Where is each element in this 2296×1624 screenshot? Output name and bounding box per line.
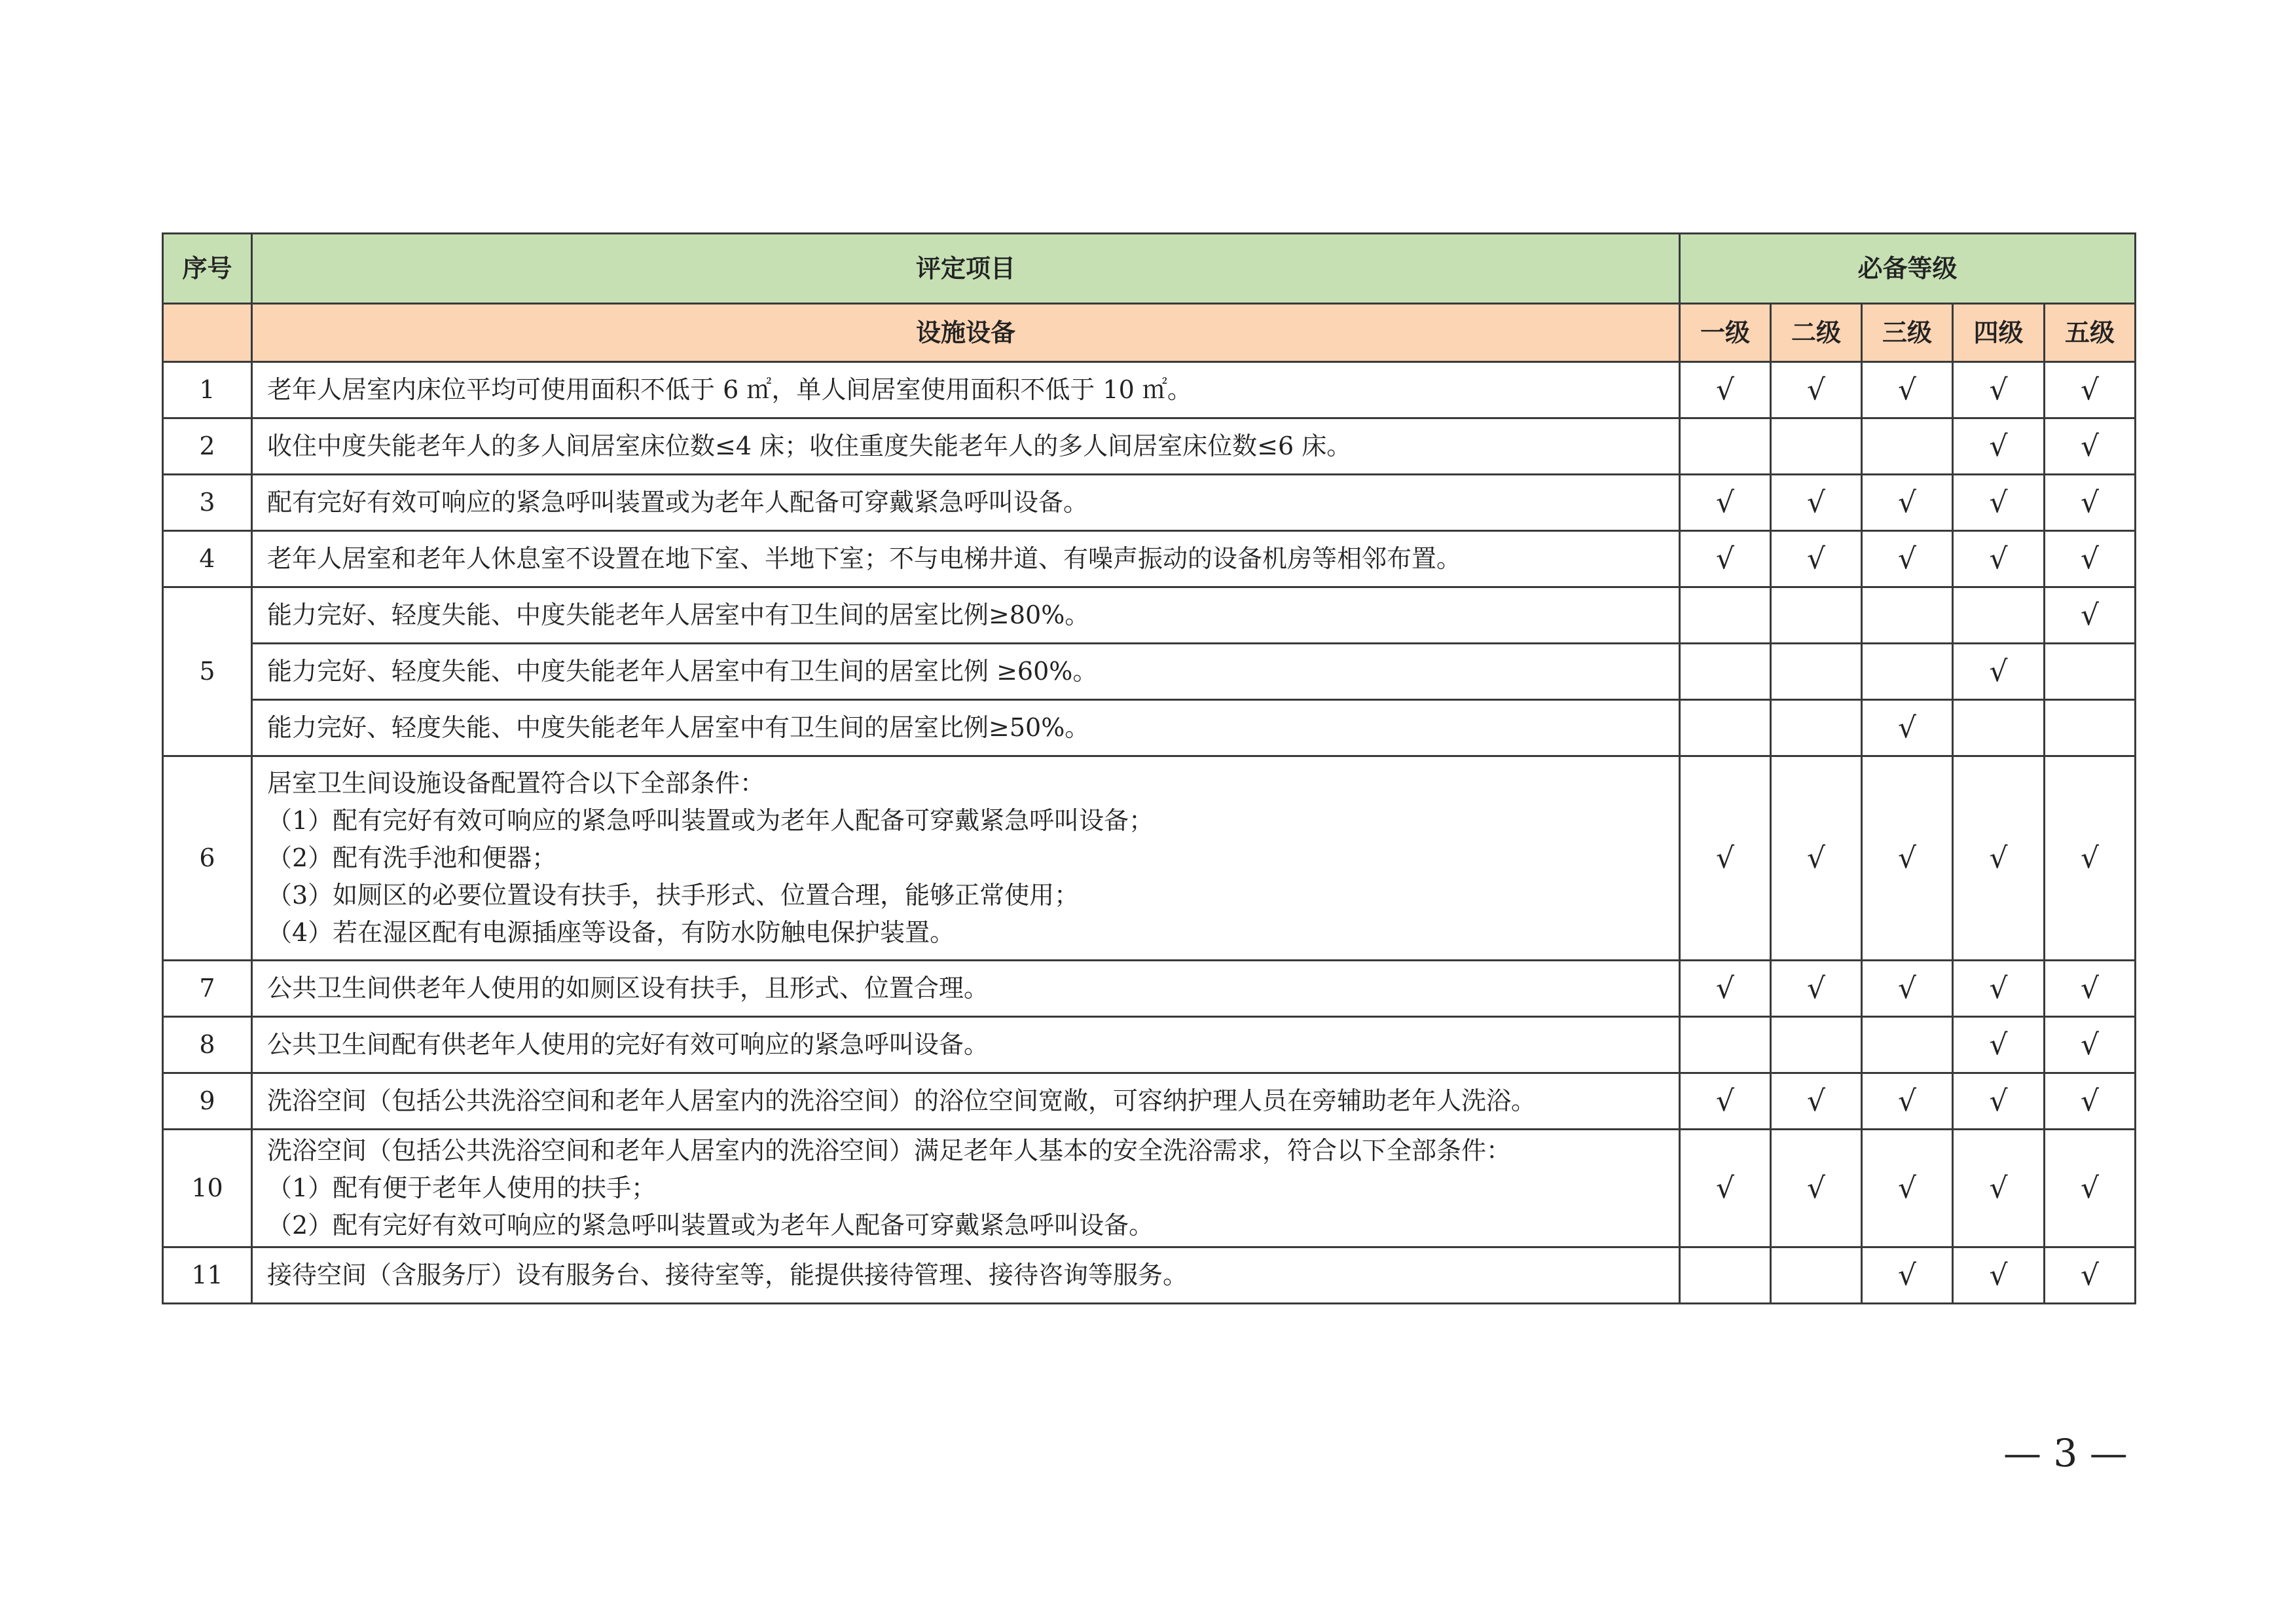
level-1-cell (1680, 1073, 1771, 1130)
check-mark-icon: √ (1897, 1084, 1917, 1118)
check-mark-icon: √ (2080, 542, 2100, 576)
table-row (163, 531, 2136, 587)
row-item (252, 1130, 1680, 1247)
level-3-cell (1862, 362, 1953, 418)
table-row (163, 418, 2136, 475)
check-mark-icon: √ (2080, 1258, 2100, 1292)
item-text-line: 老年人居室和老年人休息室不设置在地下室、半地下室；不与电梯井道、有噪声振动的设备机房等相邻布置。 (267, 544, 1462, 573)
level-5-cell (2045, 961, 2136, 1017)
row-item (252, 756, 1680, 961)
item-text-line: 公共卫生间供老年人使用的如厕区设有扶手，且形式、位置合理。 (267, 974, 989, 1003)
level-1-cell (1680, 644, 1771, 700)
level-1-cell (1680, 418, 1771, 475)
level-3-cell (1862, 1073, 1953, 1130)
table-row (163, 362, 2136, 418)
level-5-cell (2045, 1017, 2136, 1073)
item-text-line: （4）若在湿区配有电源插座等设备，有防水防触电保护装置。 (267, 918, 955, 947)
level-2-cell (1771, 961, 1862, 1017)
table-row (163, 1247, 2136, 1304)
level-1-cell (1680, 961, 1771, 1017)
level-5-cell (2045, 1073, 2136, 1130)
check-mark-icon: √ (1989, 654, 2008, 688)
check-mark-icon: √ (1897, 710, 1917, 745)
row-index: 11 (163, 1247, 252, 1304)
check-mark-icon: √ (2080, 485, 2100, 519)
item-text-line: （1）配有便于老年人使用的扶手； (267, 1173, 657, 1202)
row-index: 1 (163, 362, 252, 418)
table-row (163, 756, 2136, 961)
check-mark-icon: √ (1989, 485, 2008, 519)
item-text-line: （1）配有完好有效可响应的紧急呼叫装置或为老年人配备可穿戴紧急呼叫设备； (267, 806, 1154, 835)
level-5-cell (2045, 418, 2136, 475)
level-4-cell (1953, 1017, 2045, 1073)
header-level-5: 五级 (2045, 304, 2136, 362)
check-mark-icon: √ (1989, 429, 2008, 463)
table-row (163, 587, 2136, 644)
level-4-cell (1953, 644, 2045, 700)
header-row-section (163, 304, 2136, 362)
check-mark-icon: √ (1989, 841, 2008, 875)
evaluation-table (162, 232, 2136, 1304)
row-index: 8 (163, 1017, 252, 1073)
check-mark-icon: √ (1806, 971, 1826, 1005)
check-mark-icon: √ (1989, 971, 2008, 1005)
level-2-cell (1771, 362, 1862, 418)
level-1-cell (1680, 1130, 1771, 1247)
row-item (252, 475, 1680, 531)
item-text-line: 公共卫生间配有供老年人使用的完好有效可响应的紧急呼叫设备。 (267, 1030, 989, 1059)
level-4-cell (1953, 531, 2045, 587)
item-text-line: 居室卫生间设施设备配置符合以下全部条件： (267, 769, 765, 798)
level-2-cell (1771, 418, 1862, 475)
check-mark-icon: √ (1806, 841, 1826, 875)
level-4-cell (1953, 1247, 2045, 1304)
item-text-line: 配有完好有效可响应的紧急呼叫装置或为老年人配备可穿戴紧急呼叫设备。 (267, 488, 1089, 517)
check-mark-icon: √ (1806, 373, 1826, 407)
check-mark-icon: √ (1897, 542, 1917, 576)
check-mark-icon: √ (1989, 542, 2008, 576)
check-mark-icon: √ (2080, 429, 2100, 463)
item-text-line: 洗浴空间（包括公共洗浴空间和老年人居室内的洗浴空间）满足老年人基本的安全洗浴需求，符合以下全部条件： (267, 1136, 1512, 1165)
check-mark-icon: √ (1989, 1084, 2008, 1118)
check-mark-icon: √ (1715, 373, 1735, 407)
check-mark-icon: √ (1806, 485, 1826, 519)
level-1-cell (1680, 362, 1771, 418)
level-3-cell (1862, 475, 1953, 531)
level-5-cell (2045, 587, 2136, 644)
check-mark-icon: √ (1806, 542, 1826, 576)
level-5-cell (2045, 644, 2136, 700)
level-5-cell (2045, 700, 2136, 756)
level-4-cell (1953, 418, 2045, 475)
level-3-cell (1862, 700, 1953, 756)
level-2-cell (1771, 1073, 1862, 1130)
row-index: 6 (163, 756, 252, 961)
check-mark-icon: √ (1989, 1027, 2008, 1061)
check-mark-icon: √ (2080, 598, 2100, 632)
header-level-1: 一级 (1680, 304, 1771, 362)
check-mark-icon: √ (1989, 373, 2008, 407)
item-text-line: 收住中度失能老年人的多人间居室床位数≤4 床；收住重度失能老年人的多人间居室床位数≤6 床。 (267, 432, 1352, 460)
table-row (163, 475, 2136, 531)
level-5-cell (2045, 362, 2136, 418)
level-2-cell (1771, 1130, 1862, 1247)
item-text-line: 能力完好、轻度失能、中度失能老年人居室中有卫生间的居室比例 ≥60%。 (267, 657, 1098, 686)
level-4-cell (1953, 961, 2045, 1017)
header-levels-title: 必备等级 (1680, 234, 2136, 304)
level-5-cell (2045, 1130, 2136, 1247)
level-1-cell (1680, 475, 1771, 531)
row-index: 9 (163, 1073, 252, 1130)
item-text-line: 接待空间（含服务厅）设有服务台、接待室等，能提供接待管理、接待咨询等服务。 (267, 1261, 1188, 1289)
level-4-cell (1953, 1073, 2045, 1130)
header-level-3: 三级 (1862, 304, 1953, 362)
check-mark-icon: √ (1897, 485, 1917, 519)
level-3-cell (1862, 1017, 1953, 1073)
level-3-cell (1862, 961, 1953, 1017)
table-row (163, 700, 2136, 756)
header-level-4: 四级 (1953, 304, 2045, 362)
row-item (252, 644, 1680, 700)
check-mark-icon: √ (1715, 1171, 1735, 1205)
item-text-line: 能力完好、轻度失能、中度失能老年人居室中有卫生间的居室比例≥80%。 (267, 600, 1090, 629)
table-row (163, 1017, 2136, 1073)
level-4-cell (1953, 756, 2045, 961)
check-mark-icon: √ (1989, 1171, 2008, 1205)
row-index: 3 (163, 475, 252, 531)
level-1-cell (1680, 587, 1771, 644)
level-1-cell (1680, 1247, 1771, 1304)
item-text-line: 洗浴空间（包括公共洗浴空间和老年人居室内的洗浴空间）的浴位空间宽敞，可容纳护理人员在旁辅助老年人洗浴。 (267, 1086, 1537, 1115)
item-text-line: （3）如厕区的必要位置设有扶手，扶手形式、位置合理，能够正常使用； (267, 881, 1080, 910)
check-mark-icon: √ (2080, 1027, 2100, 1061)
level-4-cell (1953, 1130, 2045, 1247)
row-index: 5 (163, 587, 252, 756)
header-index: 序号 (163, 234, 252, 304)
item-text-line: （2）配有洗手池和便器； (267, 843, 557, 872)
row-index: 7 (163, 961, 252, 1017)
check-mark-icon: √ (2080, 971, 2100, 1005)
level-3-cell (1862, 756, 1953, 961)
check-mark-icon: √ (1715, 971, 1735, 1005)
row-item (252, 1017, 1680, 1073)
check-mark-icon: √ (2080, 1171, 2100, 1205)
check-mark-icon: √ (1897, 1258, 1917, 1292)
item-text-line: 老年人居室内床位平均可使用面积不低于 6 ㎡，单人间居室使用面积不低于 10 ㎡。 (267, 375, 1192, 404)
level-5-cell (2045, 756, 2136, 961)
row-index: 4 (163, 531, 252, 587)
level-1-cell (1680, 700, 1771, 756)
check-mark-icon: √ (2080, 373, 2100, 407)
level-5-cell (2045, 531, 2136, 587)
level-1-cell (1680, 756, 1771, 961)
row-item (252, 961, 1680, 1017)
level-3-cell (1862, 587, 1953, 644)
table-row (163, 1073, 2136, 1130)
check-mark-icon: √ (1715, 542, 1735, 576)
row-item (252, 531, 1680, 587)
table-row (163, 1130, 2136, 1247)
level-3-cell (1862, 1130, 1953, 1247)
check-mark-icon: √ (1897, 841, 1917, 875)
level-2-cell (1771, 587, 1862, 644)
level-5-cell (2045, 1247, 2136, 1304)
header-section: 设施设备 (252, 304, 1680, 362)
header-row-main (163, 234, 2136, 304)
level-2-cell (1771, 531, 1862, 587)
page-number: — 3 — (2003, 1431, 2128, 1475)
check-mark-icon: √ (1806, 1171, 1826, 1205)
check-mark-icon: √ (1715, 485, 1735, 519)
level-1-cell (1680, 1017, 1771, 1073)
item-text-line: （2）配有完好有效可响应的紧急呼叫装置或为老年人配备可穿戴紧急呼叫设备。 (267, 1211, 1154, 1240)
level-4-cell (1953, 700, 2045, 756)
check-mark-icon: √ (2080, 841, 2100, 875)
level-2-cell (1771, 644, 1862, 700)
level-2-cell (1771, 1247, 1862, 1304)
level-4-cell (1953, 475, 2045, 531)
check-mark-icon: √ (1989, 1258, 2008, 1292)
header-level-2: 二级 (1771, 304, 1862, 362)
header-item: 评定项目 (252, 234, 1680, 304)
check-mark-icon: √ (2080, 1084, 2100, 1118)
check-mark-icon: √ (1715, 1084, 1735, 1118)
check-mark-icon: √ (1806, 1084, 1826, 1118)
level-2-cell (1771, 700, 1862, 756)
level-3-cell (1862, 531, 1953, 587)
check-mark-icon: √ (1897, 373, 1917, 407)
row-index: 10 (163, 1130, 252, 1247)
header-blank-cell (163, 304, 252, 362)
row-item (252, 1073, 1680, 1130)
row-index: 2 (163, 418, 252, 475)
row-item (252, 418, 1680, 475)
row-item (252, 700, 1680, 756)
item-text-line: 能力完好、轻度失能、中度失能老年人居室中有卫生间的居室比例≥50%。 (267, 713, 1090, 742)
level-3-cell (1862, 1247, 1953, 1304)
table-row (163, 961, 2136, 1017)
check-mark-icon: √ (1897, 971, 1917, 1005)
row-item (252, 1247, 1680, 1304)
level-3-cell (1862, 418, 1953, 475)
level-2-cell (1771, 756, 1862, 961)
table-row (163, 644, 2136, 700)
row-item (252, 362, 1680, 418)
check-mark-icon: √ (1897, 1171, 1917, 1205)
level-4-cell (1953, 587, 2045, 644)
level-1-cell (1680, 531, 1771, 587)
row-item (252, 587, 1680, 644)
level-5-cell (2045, 475, 2136, 531)
level-3-cell (1862, 644, 1953, 700)
level-4-cell (1953, 362, 2045, 418)
level-2-cell (1771, 475, 1862, 531)
check-mark-icon: √ (1715, 841, 1735, 875)
level-2-cell (1771, 1017, 1862, 1073)
